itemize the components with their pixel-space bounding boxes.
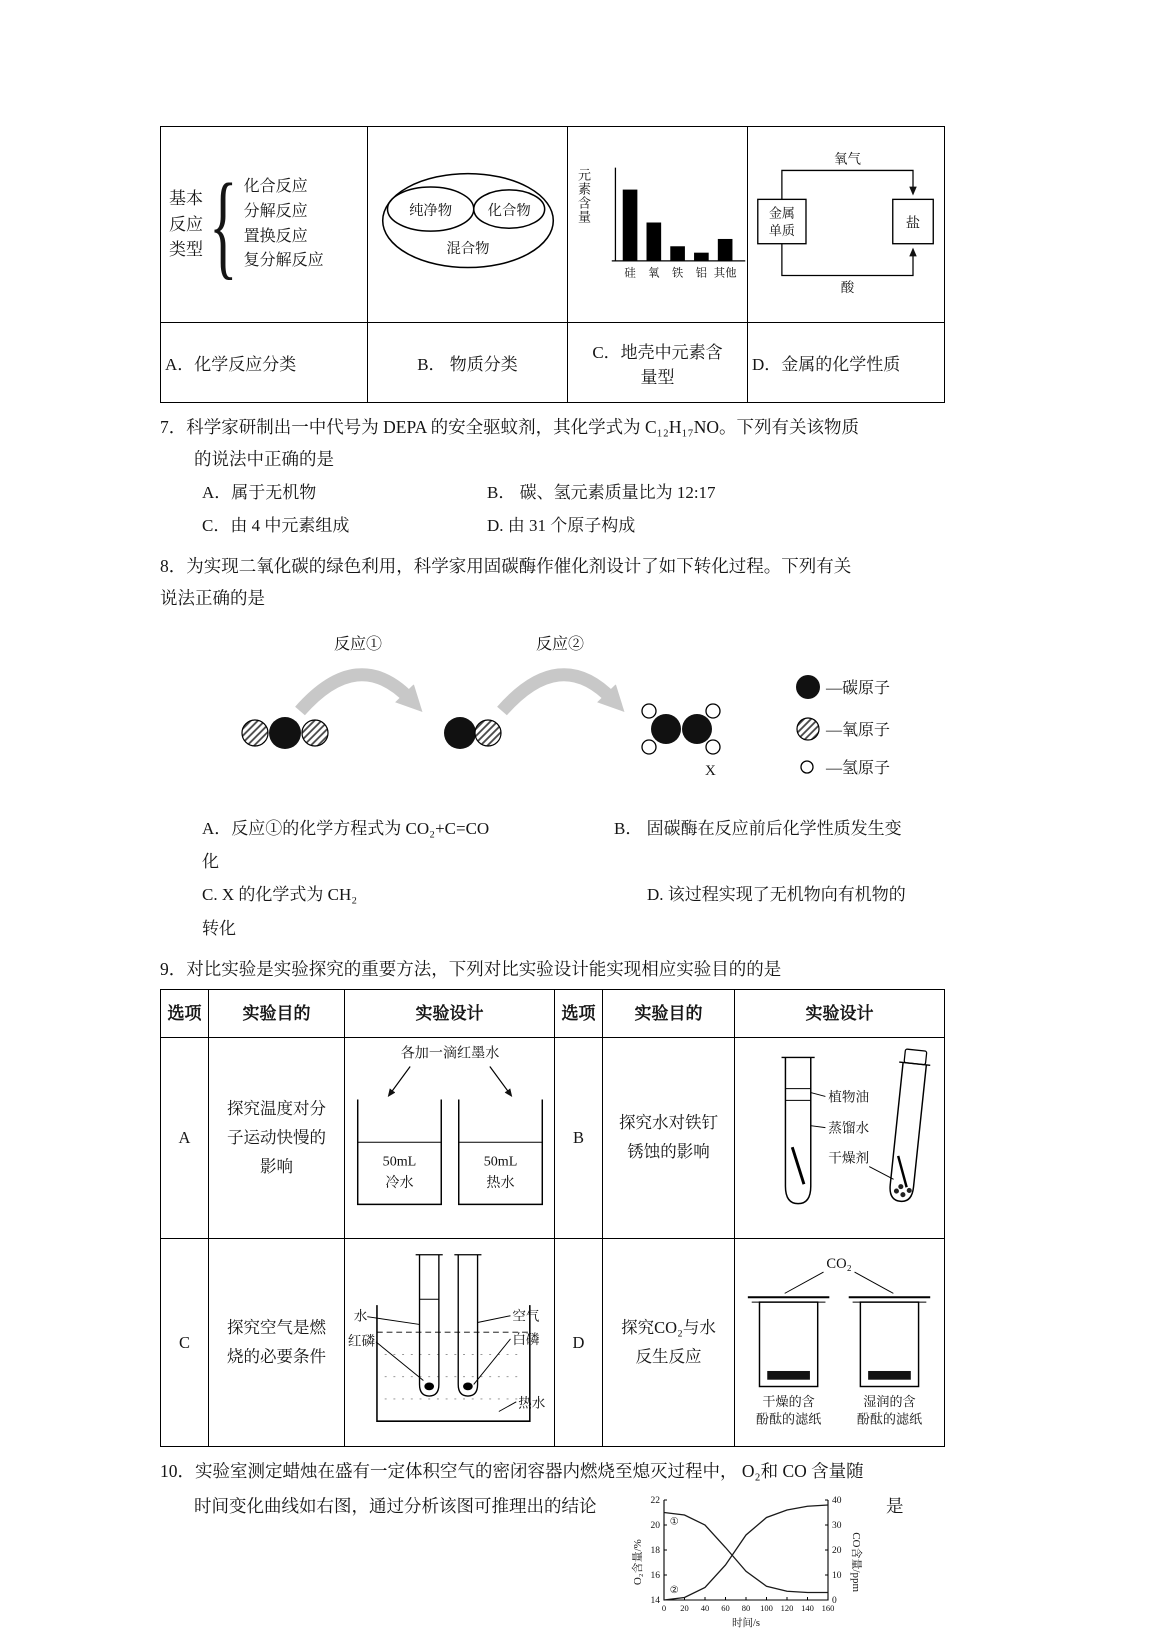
question-8 — [160, 550, 944, 945]
svg-text:铝: 铝 — [695, 266, 708, 279]
svg-text:160: 160 — [821, 1602, 835, 1613]
chart-right-axis-label: CO含量/ppm — [850, 1532, 863, 1592]
carbon-atom — [444, 717, 476, 749]
q7-stem-line2: 的说法中正确的是 — [194, 449, 334, 470]
q9-header-option2: 选项 — [555, 990, 603, 1038]
nail-rust-experiment — [740, 1038, 940, 1228]
hydrogen-atom — [642, 704, 656, 718]
q6-caption-c — [568, 323, 748, 403]
svg-text:60: 60 — [721, 1602, 730, 1613]
list-item: 分解反应 — [243, 202, 308, 220]
q7-option-c: C．由 4 中元素组成 — [202, 515, 350, 535]
ink-diffusion-experiment — [348, 1041, 552, 1226]
iron-nail — [895, 1156, 910, 1187]
svg-text:0: 0 — [661, 1602, 667, 1613]
carbon-atom-icon — [796, 675, 820, 699]
q9-option-a-design — [345, 1038, 555, 1239]
q6-caption-d — [748, 323, 945, 403]
co2-water-experiment — [738, 1241, 942, 1435]
co2-label: CO₂ — [825, 1255, 852, 1272]
q9-header-purpose1: 实验目的 — [209, 990, 345, 1038]
desiccant-label: 干燥剂 — [827, 1150, 869, 1166]
oil-label: 植物油 — [827, 1089, 869, 1105]
beaker1-volume: 50mL — [382, 1153, 416, 1170]
q8-option-b-wrap: 化 — [202, 852, 219, 872]
legend-carbon-label: —碳原子 — [826, 679, 891, 697]
co2-molecule — [242, 717, 328, 749]
q10-stem-line1: 10．实验室测定蜡烛在盛有一定体积空气的密闭容器内燃烧至熄灭过程中， O₂和 CO 含量随 — [160, 1461, 864, 1482]
q8-option-d-wrap: 转化 — [202, 918, 236, 938]
chart-left-axis-label: O₂含量/% — [631, 1539, 644, 1586]
q9-option-b-letter: B — [555, 1038, 603, 1239]
svg-text:②: ② — [669, 1584, 679, 1596]
hydrogen-atom — [642, 740, 656, 754]
svg-text:30: 30 — [832, 1520, 842, 1531]
svg-text:14: 14 — [650, 1595, 660, 1606]
svg-text:40: 40 — [832, 1495, 842, 1506]
list-item: 置换反应 — [243, 227, 308, 245]
q10-stem-tail: 是 — [886, 1495, 904, 1516]
dry-caption-line1: 干燥的含 — [761, 1393, 815, 1409]
svg-text:硅: 硅 — [624, 266, 636, 279]
white-phosphorus-label: 白磷 — [511, 1332, 539, 1348]
q7-option-b: B． 碳、氢元素质量比为 12:17 — [487, 482, 716, 502]
question-7 — [160, 411, 944, 542]
q8-stem-line1: 8．为实现二氧化碳的绿色利用，科学家用固碳酶作催化剂设计了如下转化过程。下列有关 — [160, 556, 852, 577]
legend-oxygen-label: —氧原子 — [826, 721, 891, 739]
metal-label-line2: 单质 — [768, 222, 795, 238]
caption-text-line1: C．地壳中元素含 — [592, 342, 723, 362]
hydrogen-atom — [706, 704, 720, 718]
q6-caption-b — [368, 323, 568, 403]
acid-label: 酸 — [840, 279, 855, 295]
metal-label-line1: 金属 — [768, 205, 795, 221]
carbon-atom — [269, 717, 301, 749]
svg-text:18: 18 — [650, 1545, 660, 1556]
q8-option-d: D. 该过程实现了无机物向有机物的 — [647, 885, 906, 905]
svg-text:100: 100 — [760, 1602, 773, 1613]
tube-red-phosphorus — [419, 1255, 438, 1396]
svg-text:铁: 铁 — [671, 266, 684, 279]
exam-page — [160, 126, 944, 1652]
brace-glyph: { — [209, 158, 238, 290]
water-label: 水 — [353, 1308, 367, 1324]
q9-header-option1: 选项 — [161, 990, 209, 1038]
red-phosphorus-lump — [424, 1383, 434, 1391]
q9-option-d-purpose: 探究CO₂与水反生反应 — [603, 1239, 735, 1447]
q9-option-a-letter: A — [161, 1038, 209, 1239]
q6-option-b-cell — [368, 127, 568, 323]
svg-text:0: 0 — [832, 1595, 837, 1606]
q9-option-c-letter: C — [161, 1239, 209, 1447]
iron-nail — [792, 1147, 804, 1184]
header-line: 反应 — [169, 214, 203, 234]
svg-text:40: 40 — [700, 1602, 710, 1613]
metal-properties-diagram — [752, 149, 940, 296]
svg-text:20: 20 — [650, 1520, 660, 1531]
svg-text:时间/s: 时间/s — [731, 1617, 761, 1629]
venn-diagram — [372, 165, 564, 280]
svg-text:120: 120 — [780, 1602, 794, 1613]
svg-text:10: 10 — [832, 1570, 842, 1581]
dry-caption-line2: 酚酞的滤纸 — [755, 1411, 821, 1427]
q6-option-a-cell — [161, 127, 368, 323]
q7-option-d: D. 由 31 个原子构成 — [487, 515, 636, 535]
legend-hydrogen-label: —氢原子 — [826, 759, 891, 777]
svg-text:16: 16 — [650, 1570, 660, 1581]
hydrogen-atom-icon — [801, 761, 813, 773]
wet-filter-paper — [868, 1371, 911, 1380]
svg-text:①: ① — [669, 1516, 679, 1528]
comparison-experiments-table — [160, 989, 945, 1447]
x-label: X — [705, 762, 716, 779]
o2-co-chart — [628, 1494, 863, 1652]
air-label: 空气 — [511, 1308, 539, 1324]
oxygen-label: 氧气 — [833, 151, 861, 167]
q6-options-table — [160, 126, 945, 403]
q7-option-a: A．属于无机物 — [202, 482, 317, 502]
q9-option-a-purpose: 探究温度对分子运动快慢的影响 — [209, 1038, 345, 1239]
q8-option-c: C. X 的化学式为 CH₂ — [202, 885, 358, 905]
reaction-types-header — [169, 186, 203, 263]
q9-option-b-design — [735, 1038, 945, 1239]
drop-label: 各加一滴红墨水 — [400, 1045, 499, 1062]
q6-caption-a — [161, 323, 368, 403]
reaction2-label: 反应② — [535, 635, 585, 653]
caption-text: D．金属的化学性质 — [752, 355, 901, 374]
q9-option-d-design — [735, 1239, 945, 1447]
q9-option-c-purpose: 探究空气是燃烧的必要条件 — [209, 1239, 345, 1447]
q6-option-c-cell — [568, 127, 748, 323]
co-molecule — [444, 717, 501, 749]
q9-option-c-design — [345, 1239, 555, 1447]
svg-text:80: 80 — [741, 1602, 751, 1613]
caption-text: A．化学反应分类 — [165, 355, 297, 374]
salt-label: 盐 — [905, 214, 921, 231]
q9-header-purpose2: 实验目的 — [603, 990, 735, 1038]
svg-text:140: 140 — [801, 1602, 814, 1613]
q9-stem: 9．对比实验是实验探究的重要方法，下列对比实验设计能实现相应实验目的的是 — [160, 958, 782, 979]
q9-option-d-letter: D — [555, 1239, 603, 1447]
beaker2-name: 热水 — [485, 1174, 515, 1191]
q9-option-b-purpose: 探究水对铁钉锈蚀的影响 — [603, 1038, 735, 1239]
wet-caption-line1: 湿润的含 — [862, 1393, 916, 1409]
carbon-atom — [651, 714, 681, 744]
beaker1-name: 冷水 — [384, 1174, 414, 1191]
q9-header-design2: 实验设计 — [735, 990, 945, 1038]
header-line: 类型 — [169, 240, 203, 260]
bar-chart-plot — [588, 162, 748, 283]
bar-chart-y-label: 元素含量 — [576, 167, 591, 224]
q8-option-b: B． 固碳酶在反应前后化学性质发生变 — [614, 819, 902, 839]
hot-water-label: 热水 — [517, 1395, 545, 1411]
test-tube-desiccant — [884, 1049, 931, 1203]
dry-filter-paper — [767, 1371, 810, 1380]
atom-legend — [796, 675, 890, 777]
element-abundance-chart — [572, 162, 748, 288]
beaker2-volume: 50mL — [483, 1153, 517, 1170]
white-phosphorus-lump — [463, 1383, 473, 1391]
oxygen-atom — [242, 720, 268, 746]
caption-text-line2: 量型 — [640, 367, 675, 387]
q9-header-design1: 实验设计 — [345, 990, 555, 1038]
svg-text:20: 20 — [832, 1545, 842, 1556]
q6-option-d-cell — [748, 127, 945, 323]
carbon-atom — [682, 714, 712, 744]
wet-caption-line2: 酚酞的滤纸 — [856, 1411, 922, 1427]
svg-text:20: 20 — [680, 1602, 689, 1613]
x-molecule — [642, 704, 720, 754]
venn-mixture-label: 混合物 — [446, 240, 490, 257]
reaction2-arrow — [502, 674, 612, 710]
svg-text:其他: 其他 — [713, 266, 737, 279]
water-label: 蒸馏水 — [827, 1120, 869, 1136]
venn-compound-label: 化合物 — [487, 202, 531, 219]
reaction1-label: 反应① — [333, 635, 383, 653]
test-tube-water — [785, 1058, 810, 1204]
question-9 — [160, 953, 944, 1448]
svg-text:22: 22 — [650, 1495, 660, 1506]
q7-stem-line1: 7．科学家研制出一中代号为 DEPA 的安全驱蚊剂，其化学式为 C₁₂H₁₇NO。下列有关该物质 — [160, 417, 859, 437]
q8-option-a: A．反应①的化学方程式为 CO₂+C=CO — [202, 819, 490, 839]
question-10 — [160, 1455, 944, 1651]
oxygen-atom — [302, 720, 328, 746]
tube-white-phosphorus — [458, 1255, 477, 1396]
caption-text: B． 物质分类 — [417, 355, 518, 374]
reaction-types-list — [244, 175, 324, 274]
list-item: 化合反应 — [243, 177, 308, 195]
reaction-types-diagram — [165, 158, 363, 290]
oxygen-atom-icon — [797, 718, 819, 740]
hydrogen-atom — [706, 740, 720, 754]
svg-text:氧: 氧 — [648, 266, 660, 279]
q8-stem-line2: 说法正确的是 — [160, 588, 265, 609]
list-item: 复分解反应 — [243, 252, 324, 270]
beaker — [376, 1305, 529, 1421]
q10-stem-line2: 时间变化曲线如右图，通过分析该图可推理出的结论 — [194, 1495, 597, 1516]
combustion-condition-experiment — [346, 1243, 554, 1432]
conversion-diagram — [160, 617, 944, 802]
header-line: 基本 — [169, 189, 203, 209]
reaction1-arrow — [300, 674, 410, 710]
red-phosphorus-label: 红磷 — [347, 1334, 375, 1350]
chart-plot — [634, 1494, 854, 1639]
oxygen-atom — [475, 720, 501, 746]
venn-pure-label: 纯净物 — [409, 202, 453, 219]
